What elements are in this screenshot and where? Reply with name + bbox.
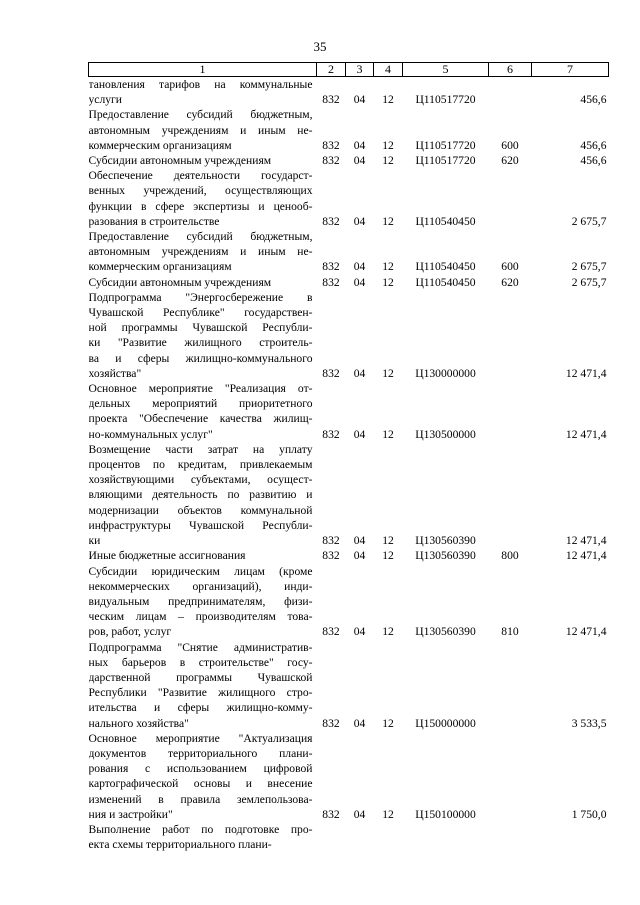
row-expense-type	[489, 77, 532, 108]
row-name-line: ва и сферы жилищно-коммунального	[88, 351, 313, 365]
row-name-line: коммерческим организациям	[88, 138, 232, 152]
row-section: 04	[353, 366, 366, 380]
row-admin-code: 832	[322, 549, 340, 563]
row-amount: 1 750,0	[571, 807, 607, 821]
row-name	[89, 564, 317, 640]
row-amount: 12 471,4	[565, 427, 607, 441]
row-name-line: Подпрограмма "Энергосбережение в	[88, 290, 313, 304]
row-name-line: вляющими деятельность по развитию и	[88, 488, 313, 502]
row-expense-type	[489, 731, 532, 822]
row-target-article: Ц130560390	[415, 534, 476, 548]
row-amount: 456,6	[580, 154, 607, 168]
row-name	[89, 640, 317, 731]
row-expense-type	[489, 290, 532, 381]
header-col-4: 4	[374, 63, 403, 77]
row-section: 04	[353, 807, 366, 821]
table-row	[89, 229, 609, 275]
row-section: 04	[353, 260, 366, 274]
table-row	[89, 822, 609, 852]
row-admin-code: 832	[322, 534, 340, 548]
row-target-article: Ц110517720	[415, 154, 476, 168]
row-name-line: разования в строительстве	[88, 214, 220, 228]
row-name-line: Республики "Развитие жилищного стро-	[88, 686, 313, 700]
row-name-line: ров, работ, услуг	[88, 625, 172, 639]
row-amount: 456,6	[580, 138, 607, 152]
row-target-article: Ц150000000	[415, 716, 476, 730]
row-expense-type	[489, 822, 532, 852]
row-subsection: 12	[382, 93, 394, 107]
row-section: 04	[353, 549, 366, 563]
row-name-line: автономным учреждениям и иным не-	[88, 123, 313, 137]
row-name-line: Выполнение работ по подготовке про-	[88, 822, 313, 836]
row-subsection: 12	[382, 549, 394, 563]
row-expense-type: 800	[501, 549, 519, 563]
row-name-line: но-коммунальных услуг"	[88, 427, 213, 441]
row-amount: 2 675,7	[571, 214, 607, 228]
row-name-line: нального хозяйства"	[88, 716, 189, 730]
row-subsection: 12	[382, 214, 394, 228]
row-name-line: рования с использованием цифровой	[88, 762, 313, 776]
row-name-line: Предоставление субсидий бюджетным,	[88, 108, 313, 122]
row-name-line: Чувашской Республике" государствен-	[88, 306, 313, 320]
row-name	[89, 153, 317, 168]
row-name-line: Основное мероприятие "Актуализация	[88, 731, 313, 745]
row-subsection	[374, 822, 403, 852]
row-amount: 2 675,7	[571, 260, 607, 274]
table-header	[89, 63, 609, 77]
row-section: 04	[353, 154, 366, 168]
table-row	[89, 731, 609, 822]
row-name-line: ительства и сферы жилищно-комму-	[88, 701, 313, 715]
row-admin-code: 832	[322, 138, 340, 152]
row-name-line: картографической основы и внесение	[88, 777, 313, 791]
row-target-article: Ц110517720	[415, 93, 476, 107]
table-row	[89, 275, 609, 290]
row-expense-type: 600	[501, 138, 519, 152]
row-name	[89, 822, 317, 852]
row-admin-code: 832	[322, 93, 340, 107]
row-name-line: ной программы Чувашской Республи-	[88, 321, 313, 335]
row-target-article: Ц110540450	[415, 260, 476, 274]
row-target-article: Ц130000000	[415, 366, 476, 380]
row-admin-code: 832	[322, 214, 340, 228]
row-name	[89, 168, 317, 229]
row-section	[346, 822, 374, 852]
row-target-article: Ц110517720	[415, 138, 476, 152]
row-target-article: Ц110540450	[415, 275, 476, 289]
row-subsection: 12	[382, 154, 394, 168]
row-amount: 3 533,5	[571, 716, 607, 730]
row-name-line: видуальным предпринимателям, физи-	[88, 594, 313, 608]
row-section: 04	[353, 275, 366, 289]
table-row	[89, 640, 609, 731]
row-name	[89, 442, 317, 548]
row-name	[89, 275, 317, 290]
row-name-line: Субсидии автономным учреждениям	[88, 275, 272, 289]
header-col-7: 7	[532, 63, 609, 77]
row-admin-code: 832	[322, 366, 340, 380]
header-col-2: 2	[317, 63, 346, 77]
row-amount: 12 471,4	[565, 625, 607, 639]
row-name-line: изменений в правила землепользова-	[88, 792, 313, 806]
row-name-line: Обеспечение деятельности государст-	[88, 169, 313, 183]
row-name-line: хозяйства"	[88, 366, 142, 380]
row-section: 04	[353, 214, 366, 228]
row-admin-code: 832	[322, 716, 340, 730]
row-subsection: 12	[382, 716, 394, 730]
row-name-line: модернизации объектов коммунальной	[88, 503, 313, 517]
table-row	[89, 381, 609, 442]
row-subsection: 12	[382, 807, 394, 821]
row-section: 04	[353, 93, 366, 107]
row-amount: 12 471,4	[565, 549, 607, 563]
row-name-line: ния и застройки"	[88, 807, 173, 821]
row-target-article: Ц150100000	[415, 807, 476, 821]
row-name-line: Субсидии автономным учреждениям	[88, 154, 272, 168]
row-amount: 12 471,4	[565, 366, 607, 380]
row-name	[89, 381, 317, 442]
row-expense-type	[489, 640, 532, 731]
table-row	[89, 548, 609, 563]
row-amount	[532, 822, 609, 852]
row-section: 04	[353, 534, 366, 548]
row-name-line: процентов по кредитам, привлекаемым	[88, 458, 313, 472]
header-col-3: 3	[346, 63, 374, 77]
row-name-line: документов территориального плани-	[88, 746, 313, 760]
row-expense-type	[489, 168, 532, 229]
row-name-line: ки "Развитие жилищного строитель-	[88, 336, 313, 350]
row-section: 04	[353, 138, 366, 152]
row-name-line: ки	[88, 534, 101, 548]
row-amount: 2 675,7	[571, 275, 607, 289]
row-name-line: венных учреждений, осуществляющих	[88, 184, 313, 198]
row-name-line: коммерческим организациям	[88, 260, 232, 274]
row-admin-code: 832	[322, 427, 340, 441]
row-admin-code: 832	[322, 807, 340, 821]
row-name-line: Субсидии юридическим лицам (кроме	[88, 564, 313, 578]
row-name-line: инфраструктуры Чувашской Республи-	[88, 518, 313, 532]
row-admin-code: 832	[322, 625, 340, 639]
row-admin-code	[317, 822, 346, 852]
row-expense-type	[489, 442, 532, 548]
table-row	[89, 77, 609, 108]
row-name-line: некоммерческих организаций), инди-	[88, 579, 313, 593]
table-row	[89, 564, 609, 640]
row-subsection: 12	[382, 275, 394, 289]
row-section: 04	[353, 427, 366, 441]
row-target-article	[403, 822, 489, 852]
row-name	[89, 229, 317, 275]
row-subsection: 12	[382, 625, 394, 639]
row-admin-code: 832	[322, 154, 340, 168]
row-subsection: 12	[382, 427, 394, 441]
row-name-line: ных барьеров в строительстве" госу-	[88, 655, 313, 669]
table-body	[89, 77, 609, 853]
row-name-line: Возмещение части затрат на уплату	[88, 442, 313, 456]
row-expense-type: 600	[501, 260, 519, 274]
row-name-line: услуги	[88, 93, 122, 107]
row-section: 04	[353, 625, 366, 639]
row-admin-code: 832	[322, 275, 340, 289]
row-target-article: Ц130560390	[415, 549, 476, 563]
row-admin-code: 832	[322, 260, 340, 274]
header-col-1: 1	[89, 63, 317, 77]
header-col-5: 5	[403, 63, 489, 77]
row-name-line: автономным учреждениям и иным не-	[88, 245, 313, 259]
row-expense-type: 810	[501, 625, 519, 639]
row-subsection: 12	[382, 138, 394, 152]
row-target-article: Ц130500000	[415, 427, 476, 441]
table-row	[89, 153, 609, 168]
row-name-line: проекта "Обеспечение качества жилищ-	[88, 412, 313, 426]
row-name-line: Предоставление субсидий бюджетным,	[88, 230, 313, 244]
row-name	[89, 77, 317, 108]
table-row	[89, 168, 609, 229]
row-name-line: екта схемы территориального плани-	[88, 838, 272, 852]
row-name-line: функции в сфере экспертизы и ценооб-	[88, 199, 313, 213]
row-section: 04	[353, 716, 366, 730]
row-name-line: тановления тарифов на коммунальные	[88, 78, 313, 91]
row-name	[89, 107, 317, 153]
row-subsection: 12	[382, 366, 394, 380]
page-number: 35	[313, 39, 327, 54]
table-row	[89, 290, 609, 381]
table-row	[89, 442, 609, 548]
budget-table	[88, 62, 609, 852]
row-expense-type: 620	[501, 154, 519, 168]
row-amount: 12 471,4	[565, 534, 607, 548]
header-col-6: 6	[489, 63, 532, 77]
table-row	[89, 107, 609, 153]
row-name	[89, 731, 317, 822]
row-name-line: ческим лицам – производителям това-	[88, 610, 313, 624]
row-name-line: Подпрограмма "Снятие административ-	[88, 640, 313, 654]
row-name	[89, 548, 317, 563]
row-target-article: Ц130560390	[415, 625, 476, 639]
row-expense-type: 620	[501, 275, 519, 289]
row-name-line: Иные бюджетные ассигнования	[88, 549, 246, 563]
row-expense-type	[489, 381, 532, 442]
row-name	[89, 290, 317, 381]
row-name-line: дельных мероприятий приоритетного	[88, 397, 313, 411]
row-amount: 456,6	[580, 93, 607, 107]
row-name-line: хозяйствующими субъектами, осущест-	[88, 473, 313, 487]
row-name-line: дарственной программы Чувашской	[88, 670, 313, 684]
row-subsection: 12	[382, 260, 394, 274]
row-name-line: Основное мероприятие "Реализация от-	[88, 382, 313, 396]
row-subsection: 12	[382, 534, 394, 548]
row-target-article: Ц110540450	[415, 214, 476, 228]
